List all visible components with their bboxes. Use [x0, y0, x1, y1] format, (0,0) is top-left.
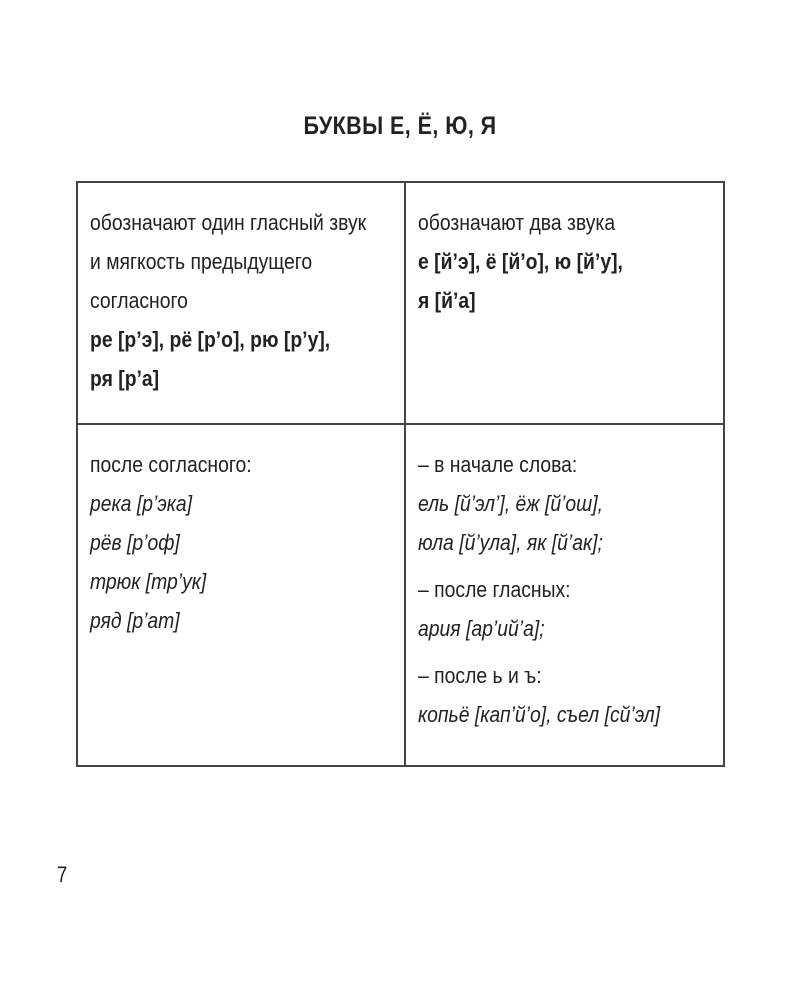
definition-line: обозначают два звука — [418, 210, 616, 235]
example-line: ель [й’эл’], ёж [й’ош], — [418, 491, 604, 516]
rule-heading: – после ь и ъ: — [418, 663, 542, 688]
example-line: ряд [р’ат] — [90, 608, 180, 633]
rule-heading: – в начале слова: — [418, 452, 578, 477]
transcription-line: я [й’а] — [418, 288, 476, 313]
table-row — [77, 424, 724, 766]
rules-table — [76, 181, 725, 767]
table-row — [77, 182, 724, 424]
cell-two-sounds — [405, 182, 724, 424]
example-line: ария [ар’ий’а]; — [418, 616, 545, 641]
definition-line: обозначают один гласный звук — [90, 210, 367, 235]
cell-after-consonant — [77, 424, 405, 766]
example-line: трюк [тр’ук] — [90, 569, 207, 594]
example-line: рёв [р’оф] — [90, 530, 180, 555]
example-line: река [р’эка] — [90, 491, 193, 516]
cell-one-sound — [77, 182, 405, 424]
definition-line: и мягкость предыдущего — [90, 249, 313, 274]
example-line: копьё [кап’й’о], съел [сй’эл] — [418, 702, 661, 727]
example-line: юла [й’ула], як [й’ак]; — [418, 530, 603, 555]
rule-heading: после согласного: — [90, 452, 252, 477]
definition-line: согласного — [90, 288, 188, 313]
page-number: 7 — [56, 862, 68, 887]
transcription-line: ре [р’э], рё [р’о], рю [р’у], — [90, 327, 331, 352]
rule-heading: – после гласных: — [418, 577, 571, 602]
cell-positions — [405, 424, 724, 766]
transcription-line: е [й’э], ё [й’о], ю [й’у], — [418, 249, 623, 274]
transcription-line: ря [р’а] — [90, 366, 160, 391]
page-title: БУКВЫ Е, Ё, Ю, Я — [303, 112, 497, 140]
